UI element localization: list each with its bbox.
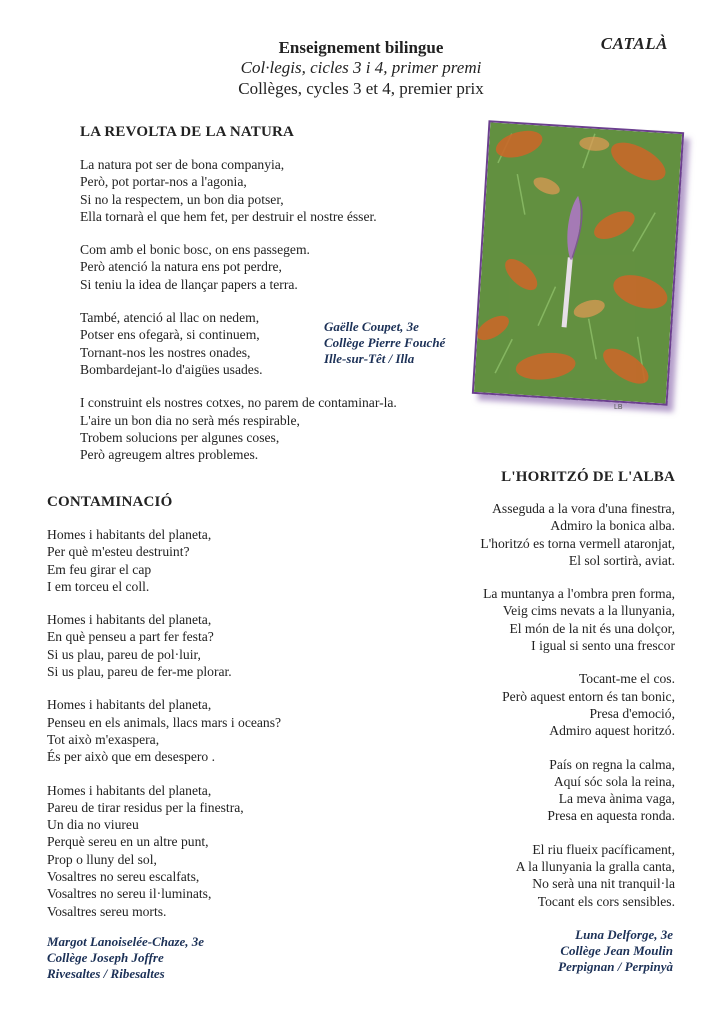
poem-line: I construint els nostres cotxes, no parem de contaminar-la. xyxy=(80,395,397,411)
photo-credit: LB xyxy=(614,404,623,411)
poem-line: A la llunyania la gralla canta, xyxy=(515,859,675,875)
author-town: Ille-sur-Têt / Illa xyxy=(324,351,415,366)
author-town: Rivesaltes / Ribesaltes xyxy=(47,966,165,981)
poem-line: Bombardejant-lo d'aigües usades. xyxy=(80,361,263,377)
poem-line: Homes i habitants del planeta, xyxy=(47,697,212,713)
stanza xyxy=(375,841,675,910)
stanza xyxy=(375,500,675,569)
poem-line: Tot això m'exaspera, xyxy=(47,731,160,747)
poem-line: Aquí sóc sola la reina, xyxy=(553,773,675,789)
stanza xyxy=(80,394,480,463)
stanza xyxy=(80,156,480,225)
poem-line: Homes i habitants del planeta, xyxy=(47,527,212,542)
poem-line: Em feu girar el cap xyxy=(47,561,152,577)
poem-line: Però atenció la natura ens pot perdre, xyxy=(80,259,282,275)
poem-line: Potser ens ofegarà, si continuem, xyxy=(80,327,260,343)
poem-line: És per això que em desespero . xyxy=(47,749,215,765)
poem3-title: L'HORITZÓ DE L'ALBA xyxy=(501,469,675,485)
poem-line: Pareu de tirar residus per la finestra, xyxy=(47,799,244,815)
poem-line: Per què m'esteu destruint? xyxy=(47,544,190,560)
poem-line: Presa en aquesta ronda. xyxy=(547,808,675,824)
poem-line: La meva ànima vaga, xyxy=(558,791,675,807)
poem-line: També, atenció al llac on nedem, xyxy=(80,310,260,326)
poem-line: País on regna la calma, xyxy=(549,756,675,772)
poem-line: Presa d'emoció, xyxy=(589,705,675,721)
poem-line: I igual si sento una frescor xyxy=(531,638,675,654)
author-name: Luna Delforge, 3e xyxy=(575,927,673,942)
poem-line: No serà una nit tranquil·la xyxy=(532,876,675,892)
language-label: CATALÀ xyxy=(600,34,668,53)
stanza xyxy=(375,670,675,739)
poem1-author xyxy=(324,319,445,367)
subtitle-french: Collèges, cycles 3 et 4, premier prix xyxy=(238,79,484,98)
poem-line: Homes i habitants del planeta, xyxy=(47,782,212,798)
poem-line: Vosaltres no sereu escalfats, xyxy=(47,869,200,885)
poem-line: Perquè sereu en un altre punt, xyxy=(47,834,209,850)
poem-line: Admiro aquest horitzó. xyxy=(549,723,675,739)
poem-line: Tocant-me el cos. xyxy=(578,671,675,687)
author-school: Collège Jean Moulin xyxy=(560,943,673,958)
poem-line: Però agreugem altres problemes. xyxy=(80,447,259,463)
poem-line: Prop o lluny del sol, xyxy=(47,851,157,867)
poem-line: L'aire un bon dia no serà més respirable, xyxy=(80,412,300,428)
poem-line: Tornant-nos les nostres onades, xyxy=(80,344,251,360)
poem-line: Veig cims nevats a la llunyania, xyxy=(502,603,675,619)
page-title: Enseignement bilingue xyxy=(278,38,444,57)
poem-line: Vosaltres no sereu il·luminats, xyxy=(47,886,212,902)
poem-line: La natura pot ser de bona companyia, xyxy=(80,157,285,172)
author-town: Perpignan / Perpinyà xyxy=(558,959,673,974)
poem-line: Un dia no viureu xyxy=(47,817,139,833)
poem-line: I em torceu el coll. xyxy=(47,578,150,594)
stanza xyxy=(47,526,377,595)
poem-line: Si us plau, pareu de fer-me plorar. xyxy=(47,664,232,680)
poem3-author xyxy=(558,927,673,975)
stanza xyxy=(47,782,377,920)
poem-line: Però aquest entorn és tan bonic, xyxy=(502,688,675,704)
author-name: Gaëlle Coupet, 3e xyxy=(324,319,419,334)
poem2-title: CONTAMINACIÓ xyxy=(47,494,173,510)
author-school: Collège Pierre Fouché xyxy=(324,335,446,350)
stanza xyxy=(375,756,675,825)
poem-line: Penseu en els animals, llacs mars i oceans? xyxy=(47,714,282,730)
poem-line: Vosaltres sereu morts. xyxy=(47,903,167,919)
poem2-body xyxy=(47,526,377,936)
poem-line: La muntanya a l'ombra pren forma, xyxy=(483,586,675,602)
subtitle-catalan: Col·legis, cicles 3 i 4, primer premi xyxy=(240,58,482,77)
poem-line: El riu flueix pacíficament, xyxy=(532,841,675,857)
poem-line: Trobem solucions per algunes coses, xyxy=(80,429,280,445)
poem-line: Ella tornarà el que hem fet, per destruir el nostre ésser. xyxy=(80,208,377,224)
poem-line: En què penseu a part fer festa? xyxy=(47,629,214,645)
poem3-body xyxy=(375,500,675,926)
poem-line: El món de la nit és una dolçor, xyxy=(509,620,675,636)
stanza xyxy=(80,241,480,293)
poem-line: Si us plau, pareu de pol·luir, xyxy=(47,646,201,662)
poem-line: Homes i habitants del planeta, xyxy=(47,612,212,628)
poem-line: Si no la respectem, un bon dia potser, xyxy=(80,191,284,207)
crocus-photo-image xyxy=(474,122,682,403)
poem-line: El sol sortirà, aviat. xyxy=(568,552,675,568)
poem-line: Admiro la bonica alba. xyxy=(550,518,675,534)
stanza xyxy=(375,585,675,654)
poem-line: Com amb el bonic bosc, on ens passegem. xyxy=(80,242,310,258)
poem2-author xyxy=(47,934,204,982)
poem1-title: LA REVOLTA DE LA NATURA xyxy=(80,124,295,140)
poem1-body xyxy=(80,156,480,479)
poem-line: Però, pot portar-nos a l'agonia, xyxy=(80,174,247,190)
poem-line: Asseguda a la vora d'una finestra, xyxy=(492,501,675,516)
crocus-photo xyxy=(472,120,684,405)
poem-line: L'horitzó es torna vermell ataronjat, xyxy=(480,535,675,551)
poem-line: Si teniu la idea de llançar papers a terra. xyxy=(80,276,298,292)
author-school: Collège Joseph Joffre xyxy=(47,950,164,965)
poem-line: Tocant els cors sensibles. xyxy=(537,893,675,909)
stanza xyxy=(47,696,377,765)
stanza xyxy=(47,611,377,680)
author-name: Margot Lanoiselée-Chaze, 3e xyxy=(47,934,205,949)
